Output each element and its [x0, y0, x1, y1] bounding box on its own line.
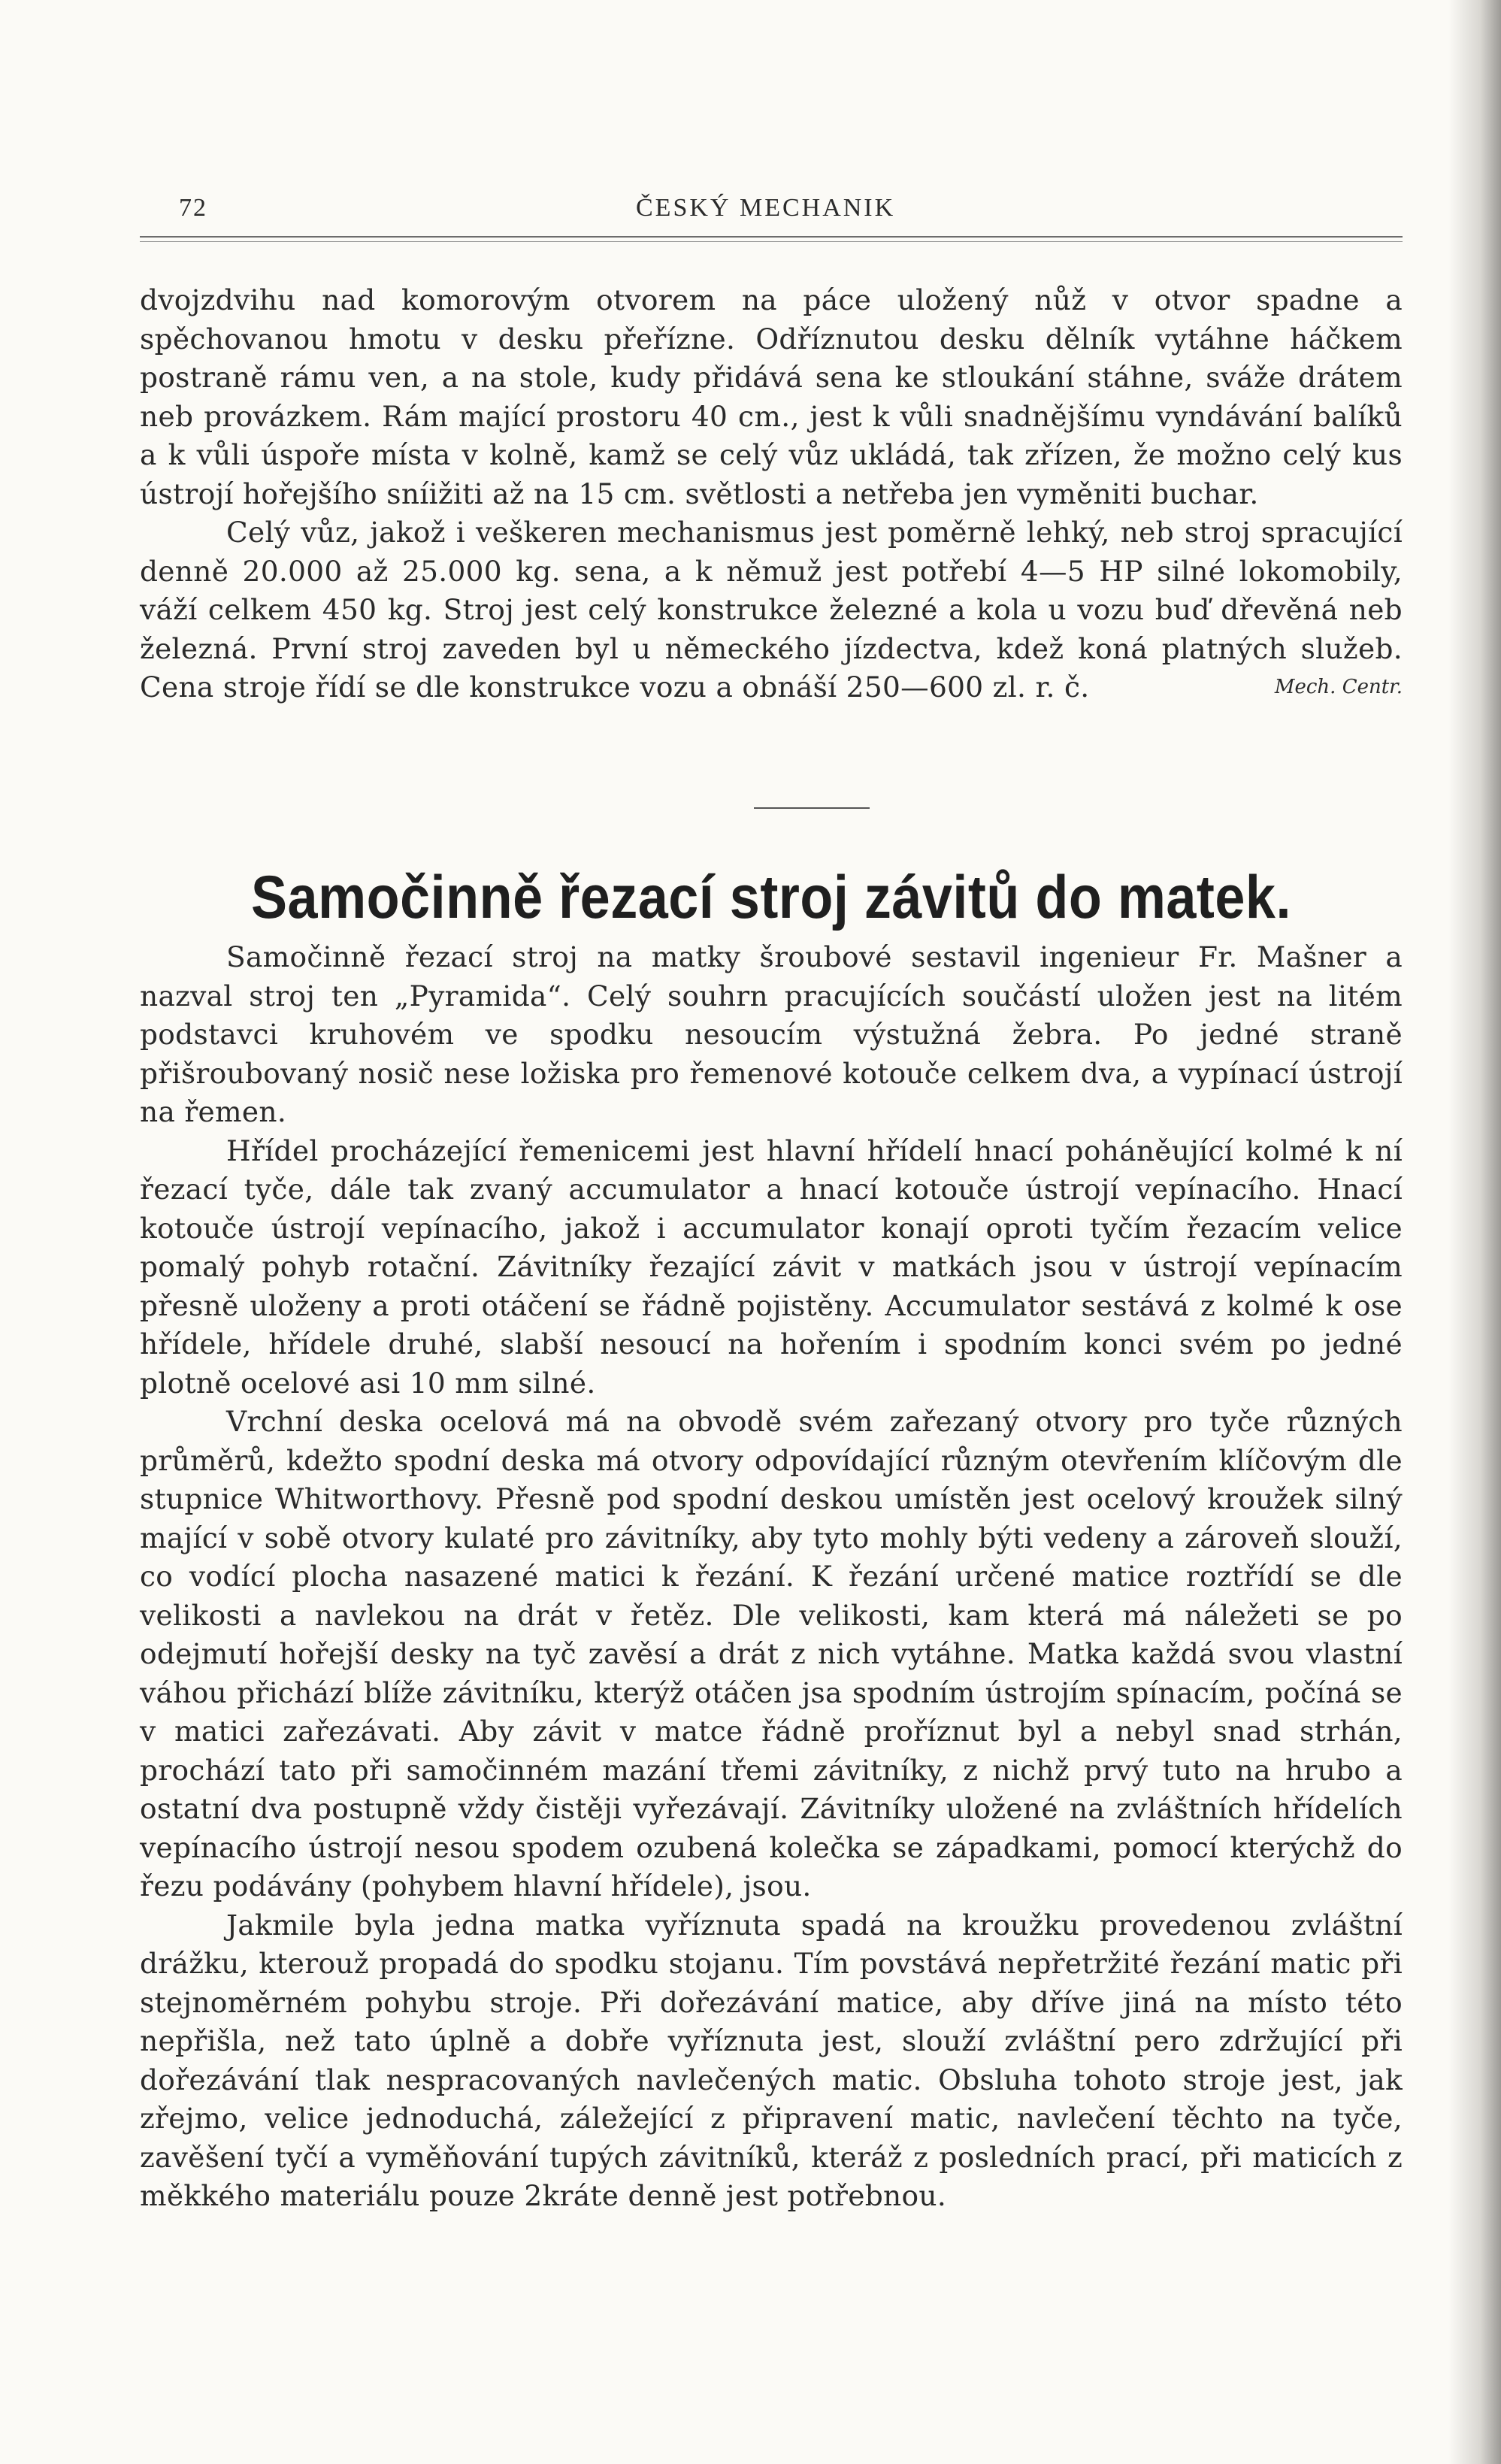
paragraph: Jakmile byla jedna matka vyříznuta spadá na kroužku provedenou zvláštní drážku, kterouž propadá do spodku stojanu. Tím povstává nepřetržité řezání matic při stejnoměrném pohybu stroje. Při dořezávání matice, aby dříve jiná na místo této nepřišla, než tato úplně a dobře vyříznuta jest, slouží zvláštní pero zdržující při dořezávání tlak nespracovaných navlečených matic. Obsluha tohoto stroje jest, jak zřejmo, velice jednoduchá, záležející z připravení matic, navlečení těchto na tyče, zavěšení tyčí a vyměňování tupých závitníků, kteráž z posledních prací, při maticích z měkkého materiálu pouze 2kráte denně jest potřebnou.	[140, 1908, 1403, 2212]
page-header	[140, 189, 1403, 229]
section-divider	[754, 807, 870, 809]
paragraph	[140, 513, 1403, 707]
running-title: ČESKÝ MECHANIK	[636, 194, 896, 222]
paragraph-text: Celý vůz, jakož i veškeren mechanismus jest poměrně lehký, neb stroj spracující denně 20.000 až 25.000 kg. sena, a k němuž jest potřebí 4—5 HP silné lokomobily, váží celkem 450 kg. Stroj jest celý konstrukce železné a kola u vozu buď dřevěná neb železná. První stroj zaveden byl u německého jízdectva, kdež koná platných služeb. Cena stroje řídí se dle konstrukce vozu a obnáší 250—600 zl. r. č.	[140, 516, 1403, 704]
article-continuation	[140, 281, 1403, 707]
article-body	[140, 938, 1403, 2216]
paragraph: Vrchní deska ocelová má na obvodě svém zařezaný otvory pro tyče různých průměrů, kdežto spodní deska má otvory odpovídající různým otevřením klíčovým dle stupnice Whitworthovy. Přesně pod spodní deskou umístěn jest ocelový kroužek silný mající v sobě otvory kulaté pro závitníky, aby tyto mohly býti vedeny a zároveň slouží, co vodící plocha nasazené matici k řezání. K řezání určené matice roztřídí se dle velikosti a navlekou na drát v řetěz. Dle velikosti, kam která má náležeti se po odejmutí hořejší desky na tyč zavěsí a drát z nich vytáhne. Matka každá svou vlastní váhou přichází blíže závitníku, kterýž otáčen jsa spodním ústrojím spínacím, počíná se v matici zařezávati. Aby závit v matce řádně proříznut byl a nebyl snad strhán, prochází tato při samočinném mazání třemi závitníky, z nichž prvý tuto na hrubo a ostatní dva postupně vždy čistěji vyřezávají. Závitníky uložené na zvláštních hřídelích vepínacího ústrojí nesou spodem ozubená kolečka se západkami, pomocí kterýchž do řezu podávány (pohybem hlavní hřídele), jsou.	[140, 1405, 1403, 1902]
article-title: Samočinně řezací stroj závitů do matek.	[251, 864, 1291, 931]
paragraph: Samočinně řezací stroj na matky šroubové sestavil ingenieur Fr. Mašner a nazval stroj ten „Pyramida“. Celý souhrn pracujících součástí uložen jest na litém podstavci kruhovém ve spodku nesoucím výstužná žebra. Po jedné straně přišroubovaný nosič nese ložiska pro řemenové kotouče celkem dva, a vypínací ústrojí na řemen.	[140, 940, 1403, 1128]
header-rule	[140, 236, 1403, 242]
page-edge-shadow	[1448, 0, 1501, 2464]
paragraph: dvojzdvihu nad komorovým otvorem na páce uložený nůž v otvor spadne a spěchovanou hmotu v desku přeřízne. Odříznutou desku dělník vytáhne háčkem postraně rámu ven, a na stole, kudy přidává sena ke stloukání stáhne, sváže drátem neb provázkem. Rám mající prostoru 40 cm., jest k vůli snadnějšímu vyndávání balíků a k vůli úspoře místa v kolně, kamž se celý vůz ukládá, tak zřízen, že možno celý kus ústrojí hořejšího sníižiti až na 15 cm. světlosti a netřeba jen vyměniti buchar.	[140, 283, 1403, 510]
page-number: 72	[179, 194, 207, 222]
source-signature: Mech. Centr.	[1274, 676, 1403, 698]
paragraph: Hřídel procházející řemenicemi jest hlavní hřídelí hnací poháněující kolmé k ní řezací tyče, dále tak zvaný accumulator a hnací kotouče ústrojí vepínacího. Hnací kotouče ústrojí vepínacího, jakož i accumulator konají oproti tyčím řezacím velice pomalý pohyb rotační. Závitníky řezající závit v matkách jsou v ústrojí vepínacím přesně uloženy a proti otáčení se řádně pojistěny. Accumulator sestává z kolmé k ose hřídele, hřídele druhé, slabší nesoucí na hořením i spodním konci svém po jedné plotně ocelové asi 10 mm silné.	[140, 1134, 1403, 1400]
